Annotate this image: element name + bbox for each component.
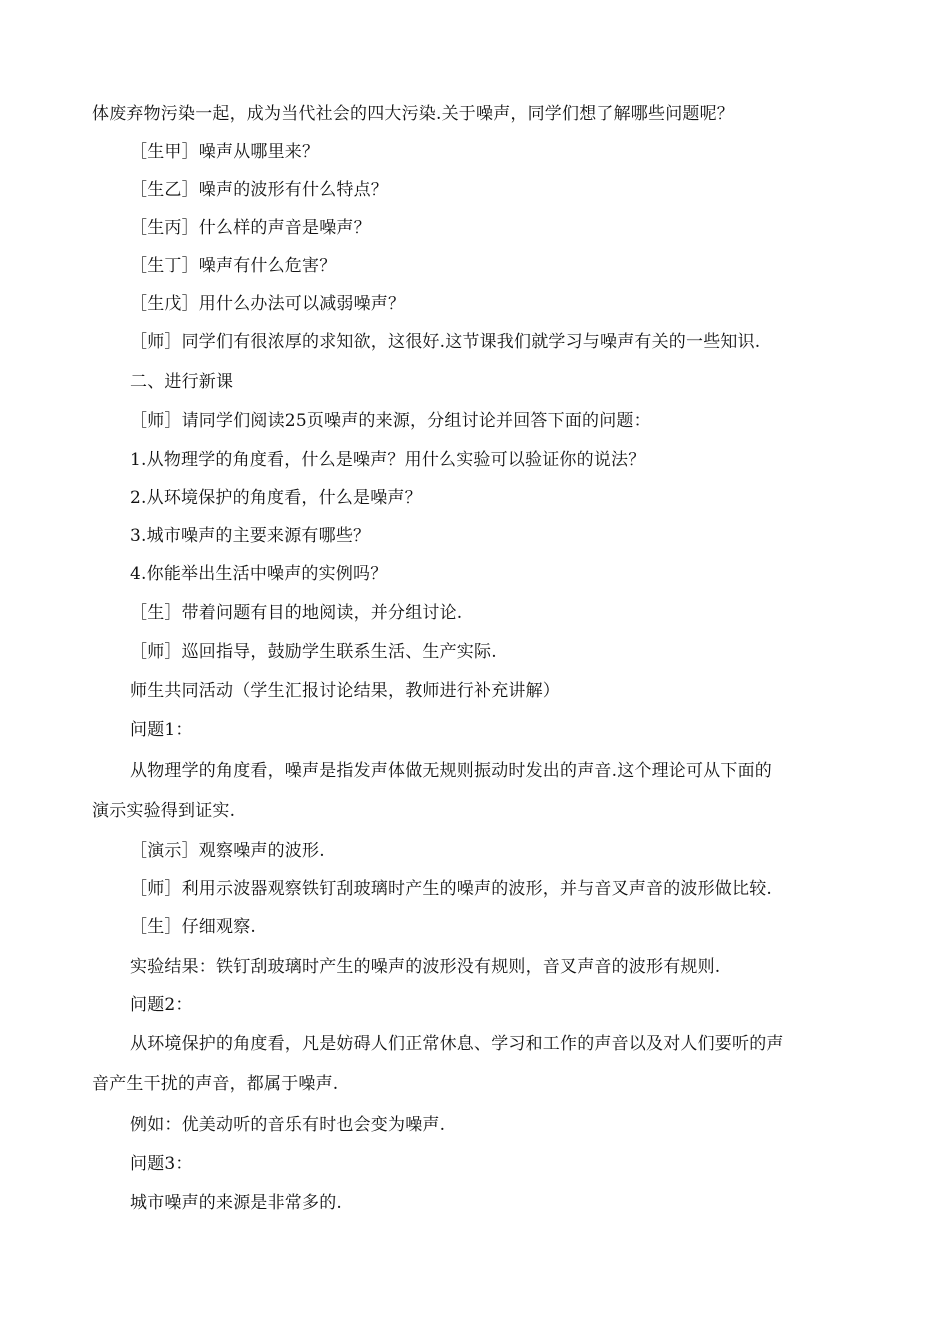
student-activity: ［生］带着问题有目的地阅读，并分组讨论.	[130, 603, 463, 623]
student-question-3: ［生丙］什么样的声音是噪声？	[130, 218, 371, 238]
experiment-result: 实验结果：铁钉刮玻璃时产生的噪声的波形没有规则，音叉声音的波形有规则.	[130, 957, 721, 977]
demo-heading: ［演示］观察噪声的波形.	[130, 841, 325, 861]
example-line: 例如：优美动听的音乐有时也会变为噪声.	[130, 1115, 446, 1135]
student-question-1: ［生甲］噪声从哪里来？	[130, 142, 320, 162]
question-item-2: 2.从环境保护的角度看，什么是噪声？	[130, 488, 422, 508]
answer-1-paragraph: 从物理学的角度看，噪声是指发声体做无规则振动时发出的声音.这个理论可从下面的	[130, 761, 773, 781]
answer-2-continuation: 音产生干扰的声音，都属于噪声.	[92, 1074, 339, 1094]
question-item-1: 1.从物理学的角度看，什么是噪声？用什么实验可以验证你的说法？	[130, 450, 646, 470]
teacher-demo: ［师］利用示波器观察铁钉刮玻璃时产生的噪声的波形，并与音叉声音的波形做比较.	[130, 879, 773, 899]
answer-1-continuation: 演示实验得到证实.	[92, 801, 236, 821]
section-heading: 二、进行新课	[130, 372, 234, 392]
student-observe: ［生］仔细观察.	[130, 917, 257, 937]
answer-3-paragraph: 城市噪声的来源是非常多的.	[130, 1193, 343, 1213]
question-1-heading: 问题1：	[130, 720, 193, 740]
student-question-2: ［生乙］噪声的波形有什么特点？	[130, 180, 388, 200]
student-question-4: ［生丁］噪声有什么危害？	[130, 256, 337, 276]
joint-activity: 师生共同活动（学生汇报讨论结果，教师进行补充讲解）	[130, 681, 560, 701]
question-item-3: 3.城市噪声的主要来源有哪些？	[130, 526, 371, 546]
question-2-heading: 问题2：	[130, 995, 193, 1015]
question-item-4: 4.你能举出生活中噪声的实例吗？	[130, 564, 388, 584]
student-question-5: ［生戊］用什么办法可以减弱噪声？	[130, 294, 406, 314]
teacher-instruction: ［师］请同学们阅读25页噪声的来源，分组讨论并回答下面的问题：	[130, 411, 651, 431]
question-3-heading: 问题3：	[130, 1154, 193, 1174]
answer-2-paragraph: 从环境保护的角度看，凡是妨碍人们正常休息、学习和工作的声音以及对人们要听的声	[130, 1034, 784, 1054]
teacher-guidance: ［师］巡回指导，鼓励学生联系生活、生产实际.	[130, 642, 497, 662]
paragraph-continuation: 体废弃物污染一起，成为当代社会的四大污染.关于噪声，同学们想了解哪些问题呢？	[92, 104, 735, 124]
teacher-remark: ［师］同学们有很浓厚的求知欲，这很好.这节课我们就学习与噪声有关的一些知识.	[130, 332, 761, 352]
